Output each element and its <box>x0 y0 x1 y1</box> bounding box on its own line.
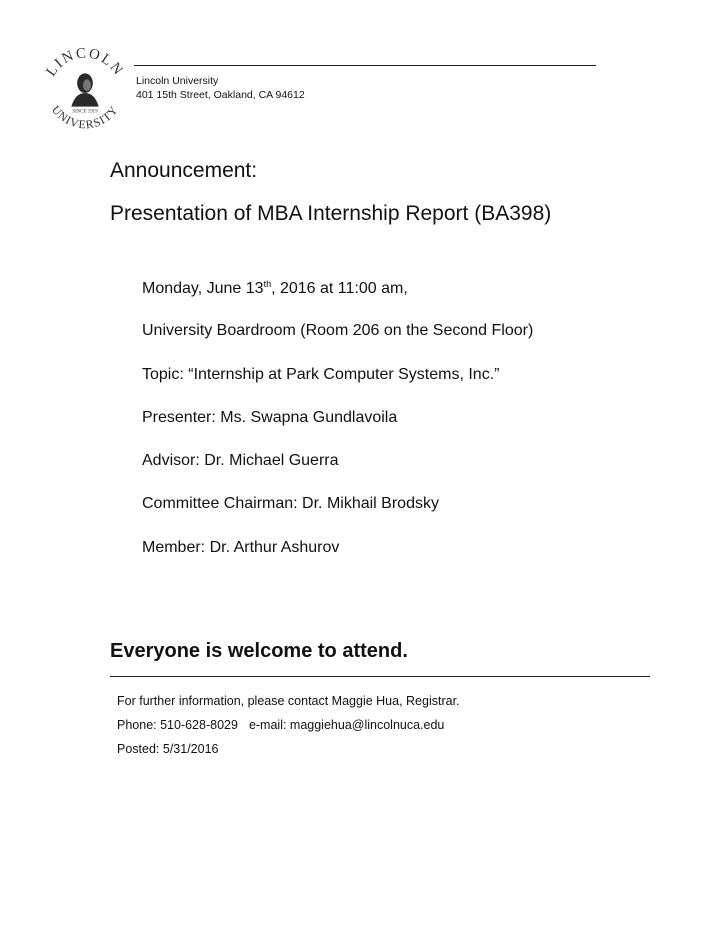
event-chairman: Committee Chairman: Dr. Mikhail Brodsky <box>142 495 439 512</box>
event-location: University Boardroom (Room 206 on the Second Floor) <box>142 322 534 339</box>
header-rule <box>134 65 596 66</box>
contact-info: For further information, please contact Maggie Hua, Registrar. <box>117 694 460 708</box>
institution-address: 401 15th Street, Oakland, CA 94612 <box>136 89 305 101</box>
logo-since-text: SINCE 1919 <box>72 109 98 115</box>
event-date-ordinal: th <box>263 279 272 289</box>
lincoln-portrait-icon <box>71 73 98 106</box>
contact-phone: Phone: 510-628-8029 <box>117 718 238 732</box>
phone-email-line <box>117 718 444 732</box>
event-member: Member: Dr. Arthur Ashurov <box>142 539 340 556</box>
event-presenter: Presenter: Ms. Swapna Gundlavoila <box>142 409 398 426</box>
svg-text:UNIVERSITY <box>49 103 121 131</box>
university-seal-logo <box>36 42 134 140</box>
announcement-label: Announcement: <box>110 159 258 182</box>
welcome-message: Everyone is welcome to attend. <box>110 640 408 662</box>
logo-bottom-text: UNIVERSITY <box>48 103 122 132</box>
announcement-title: Presentation of MBA Internship Report (BA398) <box>110 202 552 225</box>
event-date-prefix: Monday, June 13 <box>142 280 264 297</box>
logo-top-text: LINCOLN <box>43 45 127 80</box>
event-advisor: Advisor: Dr. Michael Guerra <box>142 452 339 469</box>
event-date <box>142 280 408 298</box>
institution-name: Lincoln University <box>136 75 219 87</box>
event-date-rest: , 2016 at 11:00 am, <box>271 280 408 297</box>
contact-email: e-mail: maggiehua@lincolnuca.edu <box>248 718 445 732</box>
event-topic: Topic: “Internship at Park Computer Systems, Inc.” <box>142 366 500 383</box>
footer-rule <box>110 676 650 677</box>
posted-date: Posted: 5/31/2016 <box>117 742 219 756</box>
